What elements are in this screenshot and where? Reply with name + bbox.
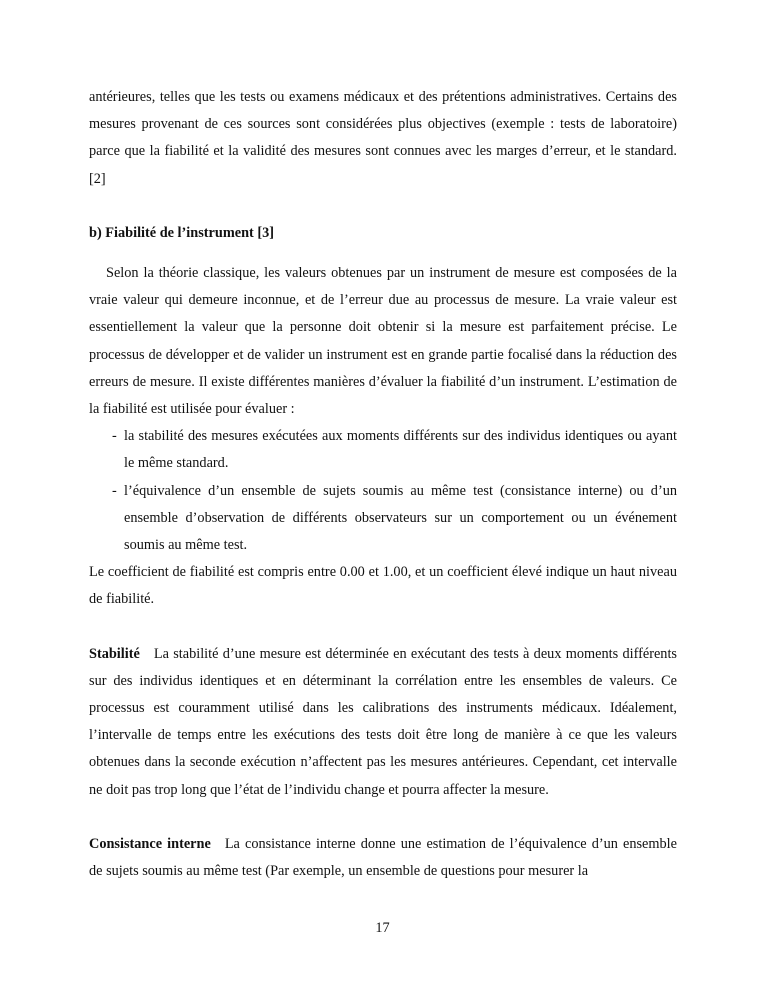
list-item [89, 423, 677, 477]
list-item-text: la stabilité des mesures exécutées aux moments différents sur des individus identiques ou ayant le même standard. [124, 428, 677, 472]
page-body [89, 84, 677, 885]
list-item [89, 478, 677, 560]
consistency-text: La consistance interne donne une estimation de l’équivalence d’un ensemble de sujets soumis au même test (Par exemple, un ensemble de questions pour mesurer la [89, 835, 677, 880]
intro-paragraph: antérieures, telles que les tests ou examens médicaux et des prétentions administratives. Certains des mesures provenant de ces sources sont considérées plus objectives (exemple : tests de laboratoire) parce que la fiabilité et la validité des mesures sont connues avec les marges d’erreur, et le standard. [2] [89, 89, 677, 187]
coefficient-paragraph: Le coefficient de fiabilité est compris entre 0.00 et 1.00, et un coefficient élevé indique un haut niveau de fiabilité. [89, 564, 677, 608]
stability-heading: Stabilité [89, 645, 140, 662]
consistency-paragraph [89, 831, 677, 885]
list-marker: - [112, 428, 117, 445]
stability-paragraph [89, 641, 677, 804]
list-item-text: l’équivalence d’un ensemble de sujets soumis au même test (consistance interne) ou d’un ensemble d’observation de différents observateurs sur un comportement ou un événement soumis au même test. [124, 482, 677, 554]
consistency-heading: Consistance interne [89, 835, 211, 852]
dash-list [89, 423, 677, 559]
section-paragraph: Selon la théorie classique, les valeurs obtenues par un instrument de mesure est composées de la vraie valeur qui demeure inconnue, et de l’erreur due au processus de mesure. La vraie valeur est essentiellement la valeur que la personne doit obtenir si la mesure est parfaitement précise. Le processus de développer et de valider un instrument est en grande partie focalisé dans la réduction des erreurs de mesure. Il existe différentes manières d’évaluer la fiabilité d’un instrument. L’estimation de la fiabilité est utilisée pour évaluer : [89, 265, 677, 418]
page-number: 17 [375, 920, 390, 936]
stability-text: La stabilité d’une mesure est déterminée en exécutant des tests à deux moments différents sur des individus identiques et en déterminant la corrélation entre les ensembles de valeurs. Ce processus est couramment utilisé dans les calibrations des instruments médicaux. Idéalement, l’intervalle de temps entre les exécutions des tests doit être long de manière à ce que les valeurs obtenues dans la seconde exécution n’affectent pas les mesures antérieures. Cependant, cet intervalle ne doit pas trop long que l’état de l’individu change et pourra affecter la mesure. [89, 645, 677, 798]
list-marker: - [112, 482, 117, 499]
section-heading: b) Fiabilité de l’instrument [3] [89, 224, 275, 241]
